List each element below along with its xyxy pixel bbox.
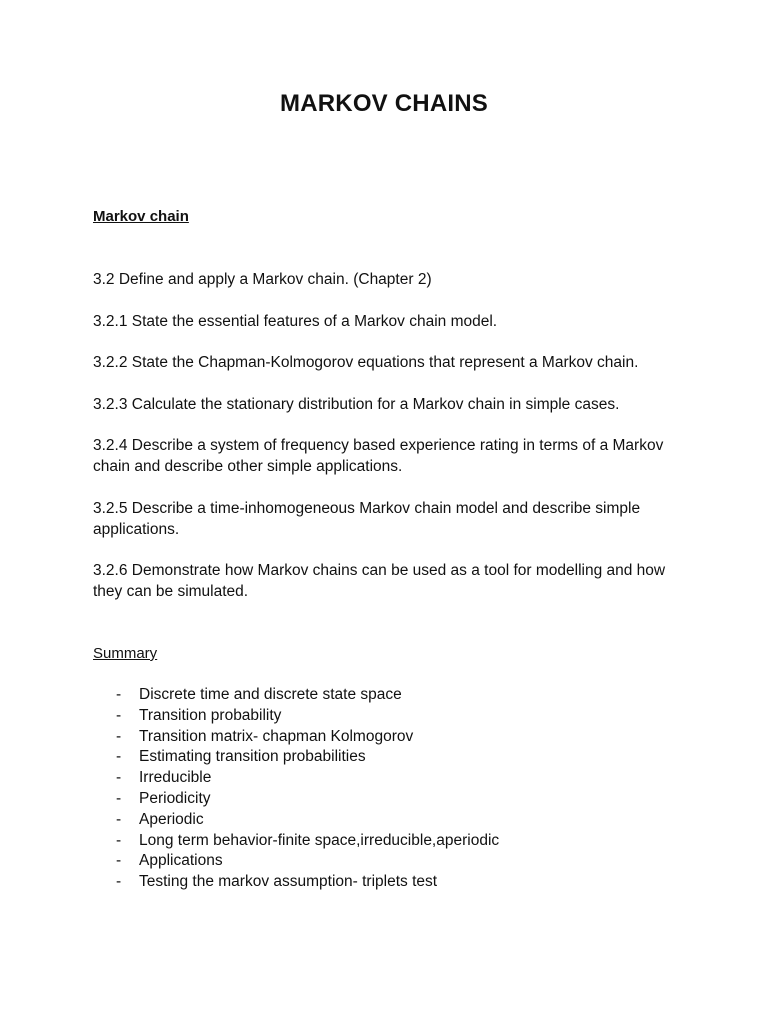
objectives-list <box>93 269 683 623</box>
page-title: MARKOV CHAINS <box>280 90 488 117</box>
summary-item <box>116 685 499 706</box>
summary-item <box>116 747 499 768</box>
summary-item <box>116 810 499 831</box>
summary-item <box>116 851 499 872</box>
summary-item-text: Irreducible <box>139 769 212 787</box>
summary-item <box>116 727 499 748</box>
summary-heading: Summary <box>93 645 158 662</box>
summary-item-text: Estimating transition probabilities <box>139 748 366 766</box>
bullet-dash: - <box>116 810 122 828</box>
summary-item-text: Discrete time and discrete state space <box>139 686 402 703</box>
section-heading-markov-chain: Markov chain <box>93 208 189 225</box>
bullet-dash: - <box>116 686 122 703</box>
objective-item: 3.2.5 Describe a time-inhomogeneous Markov chain model and describe simple applications. <box>93 499 641 538</box>
summary-item <box>116 872 499 893</box>
bullet-dash: - <box>116 831 122 849</box>
bullet-dash: - <box>116 769 122 787</box>
objective-item: 3.2.3 Calculate the stationary distribution for a Markov chain in simple cases. <box>93 395 620 413</box>
summary-item-text: Transition matrix- chapman Kolmogorov <box>139 727 414 745</box>
bullet-dash: - <box>116 748 122 766</box>
summary-item <box>116 831 499 852</box>
objective-item: 3.2.4 Describe a system of frequency based experience rating in terms of a Markov chain and describe other simple applications. <box>93 437 664 475</box>
summary-item-text: Testing the markov assumption- triplets test <box>139 873 438 891</box>
bullet-dash: - <box>116 789 122 807</box>
summary-item <box>116 706 499 727</box>
summary-item-text: Periodicity <box>139 789 211 807</box>
objective-item: 3.2.2 State the Chapman-Kolmogorov equations that represent a Markov chain. <box>93 354 639 371</box>
objective-item: 3.2 Define and apply a Markov chain. (Chapter 2) <box>93 271 432 288</box>
bullet-dash: - <box>116 706 122 724</box>
objective-item: 3.2.6 Demonstrate how Markov chains can be used as a tool for modelling and how they can be simulated. <box>93 562 666 600</box>
summary-list <box>116 685 499 893</box>
objective-item: 3.2.1 State the essential features of a Markov chain model. <box>93 312 498 330</box>
summary-item-text: Transition probability <box>139 706 282 724</box>
summary-item <box>116 768 499 789</box>
bullet-dash: - <box>116 727 122 745</box>
bullet-dash: - <box>116 873 122 891</box>
summary-item-text: Aperiodic <box>139 810 204 828</box>
summary-item-text: Long term behavior-finite space,irreducible,aperiodic <box>139 831 500 849</box>
summary-item-text: Applications <box>139 852 223 870</box>
bullet-dash: - <box>116 852 122 870</box>
summary-item <box>116 789 499 810</box>
